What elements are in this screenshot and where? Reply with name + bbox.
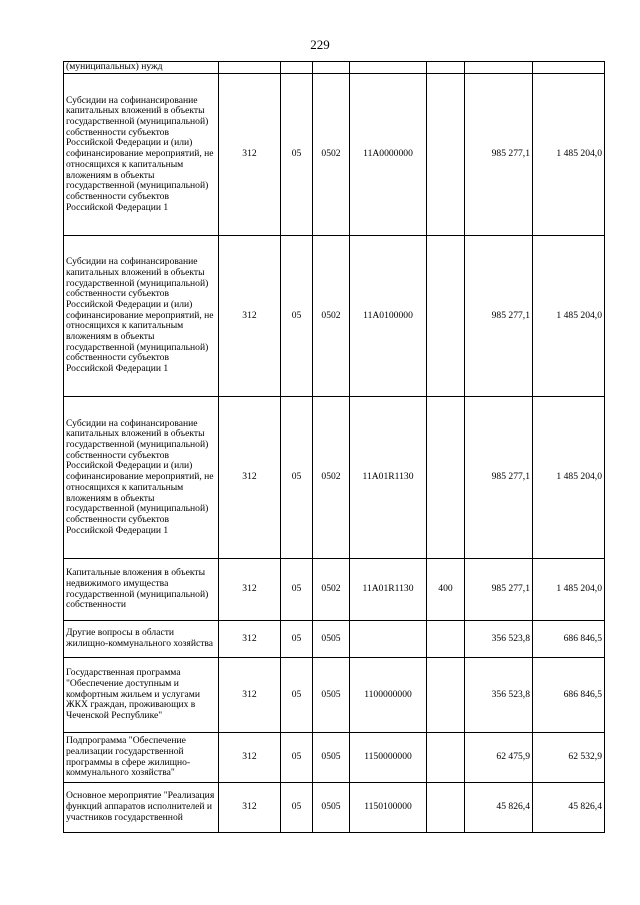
amount-year2-cell: 1 485 204,0 [533,74,605,236]
target-article-cell: 11А01R1130 [350,559,427,621]
row-name-cell: Капитальные вложения в объекты недвижимого имущества государственной (муниципальной) собственности [64,559,219,621]
amount-year2-cell: 1 485 204,0 [533,397,605,559]
amount-year2-cell: 1 485 204,0 [533,559,605,621]
table-row [64,658,605,733]
target-article-cell: 11А01R1130 [350,397,427,559]
amount-year1-cell: 356 523,8 [465,658,533,733]
page-number: 229 [310,37,330,52]
row-name-cell: Субсидии на софинансирование капитальных вложений в объекты государственной (муниципальной) собственности субъектов Российской Федерации и (или) софинансирование мероприятий, не относящихся к капитальным вложениям в объекты государственной (муниципальной) собственности субъектов Российской Федерации 1 [64,397,219,559]
subsection-code-cell: 0505 [313,783,350,833]
row-name-cell: (муниципальных) нужд [64,62,219,74]
row-name-cell: Субсидии на софинансирование капитальных вложений в объекты государственной (муниципальной) собственности субъектов Российской Федерации и (или) софинансирование мероприятий, не относящихся к капитальным вложениям в объекты государственной (муниципальной) собственности субъектов Российской Федерации 1 [64,74,219,236]
subsection-code-cell: 0502 [313,559,350,621]
amount-year2-cell: 1 485 204,0 [533,236,605,397]
table-row [64,621,605,658]
subsection-code-cell: 0502 [313,74,350,236]
grbs-code-cell: 312 [219,621,281,658]
expense-type-cell [427,236,465,397]
table-row [64,783,605,833]
expense-type-cell [427,621,465,658]
amount-year1-cell: 356 523,8 [465,621,533,658]
grbs-code-cell: 312 [219,783,281,833]
section-code-cell: 05 [281,74,313,236]
amount-year1-cell: 985 277,1 [465,397,533,559]
section-code-cell: 05 [281,658,313,733]
expense-type-cell [427,62,465,74]
table-row [64,559,605,621]
expense-type-cell [427,733,465,783]
grbs-code-cell: 312 [219,559,281,621]
amount-year1-cell [465,62,533,74]
section-code-cell [281,62,313,74]
expense-type-cell [427,783,465,833]
section-code-cell: 05 [281,621,313,658]
amount-year1-cell: 62 475,9 [465,733,533,783]
subsection-code-cell: 0502 [313,397,350,559]
expense-type-cell [427,74,465,236]
amount-year2-cell: 45 826,4 [533,783,605,833]
section-code-cell: 05 [281,783,313,833]
table-row [64,74,605,236]
table-row [64,733,605,783]
grbs-code-cell: 312 [219,658,281,733]
section-code-cell: 05 [281,236,313,397]
amount-year2-cell: 62 532,9 [533,733,605,783]
section-code-cell: 05 [281,733,313,783]
amount-year1-cell: 985 277,1 [465,74,533,236]
row-name-cell: Основное мероприятие "Реализация функций аппаратов исполнителей и участников государственной [64,783,219,833]
grbs-code-cell: 312 [219,74,281,236]
row-name-cell: Подпрограмма "Обеспечение реализации государственной программы в сфере жилищно-коммунального хозяйства" [64,733,219,783]
expense-type-cell [427,397,465,559]
target-article-cell: 1100000000 [350,658,427,733]
amount-year2-cell: 686 846,5 [533,621,605,658]
table-row [64,397,605,559]
target-article-cell [350,62,427,74]
target-article-cell: 11А0000000 [350,74,427,236]
target-article-cell [350,621,427,658]
target-article-cell: 1150000000 [350,733,427,783]
amount-year1-cell: 985 277,1 [465,559,533,621]
budget-table [63,61,605,833]
section-code-cell: 05 [281,397,313,559]
subsection-code-cell: 0505 [313,621,350,658]
target-article-cell: 11А0100000 [350,236,427,397]
subsection-code-cell: 0505 [313,733,350,783]
expense-type-cell: 400 [427,559,465,621]
subsection-code-cell: 0505 [313,658,350,733]
expense-type-cell [427,658,465,733]
grbs-code-cell: 312 [219,397,281,559]
subsection-code-cell [313,62,350,74]
amount-year1-cell: 45 826,4 [465,783,533,833]
table-row [64,62,605,74]
target-article-cell: 1150100000 [350,783,427,833]
subsection-code-cell: 0502 [313,236,350,397]
grbs-code-cell [219,62,281,74]
amount-year1-cell: 985 277,1 [465,236,533,397]
grbs-code-cell: 312 [219,236,281,397]
table-row [64,236,605,397]
amount-year2-cell [533,62,605,74]
grbs-code-cell: 312 [219,733,281,783]
row-name-cell: Государственная программа "Обеспечение доступным и комфортным жильем и услугами ЖКХ граждан, проживающих в Чеченской Республике" [64,658,219,733]
section-code-cell: 05 [281,559,313,621]
row-name-cell: Другие вопросы в области жилищно-коммунального хозяйства [64,621,219,658]
amount-year2-cell: 686 846,5 [533,658,605,733]
row-name-cell: Субсидии на софинансирование капитальных вложений в объекты государственной (муниципальной) собственности субъектов Российской Федерации и (или) софинансирование мероприятий, не относящихся к капитальным вложениям в объекты государственной (муниципальной) собственности субъектов Российской Федерации 1 [64,236,219,397]
